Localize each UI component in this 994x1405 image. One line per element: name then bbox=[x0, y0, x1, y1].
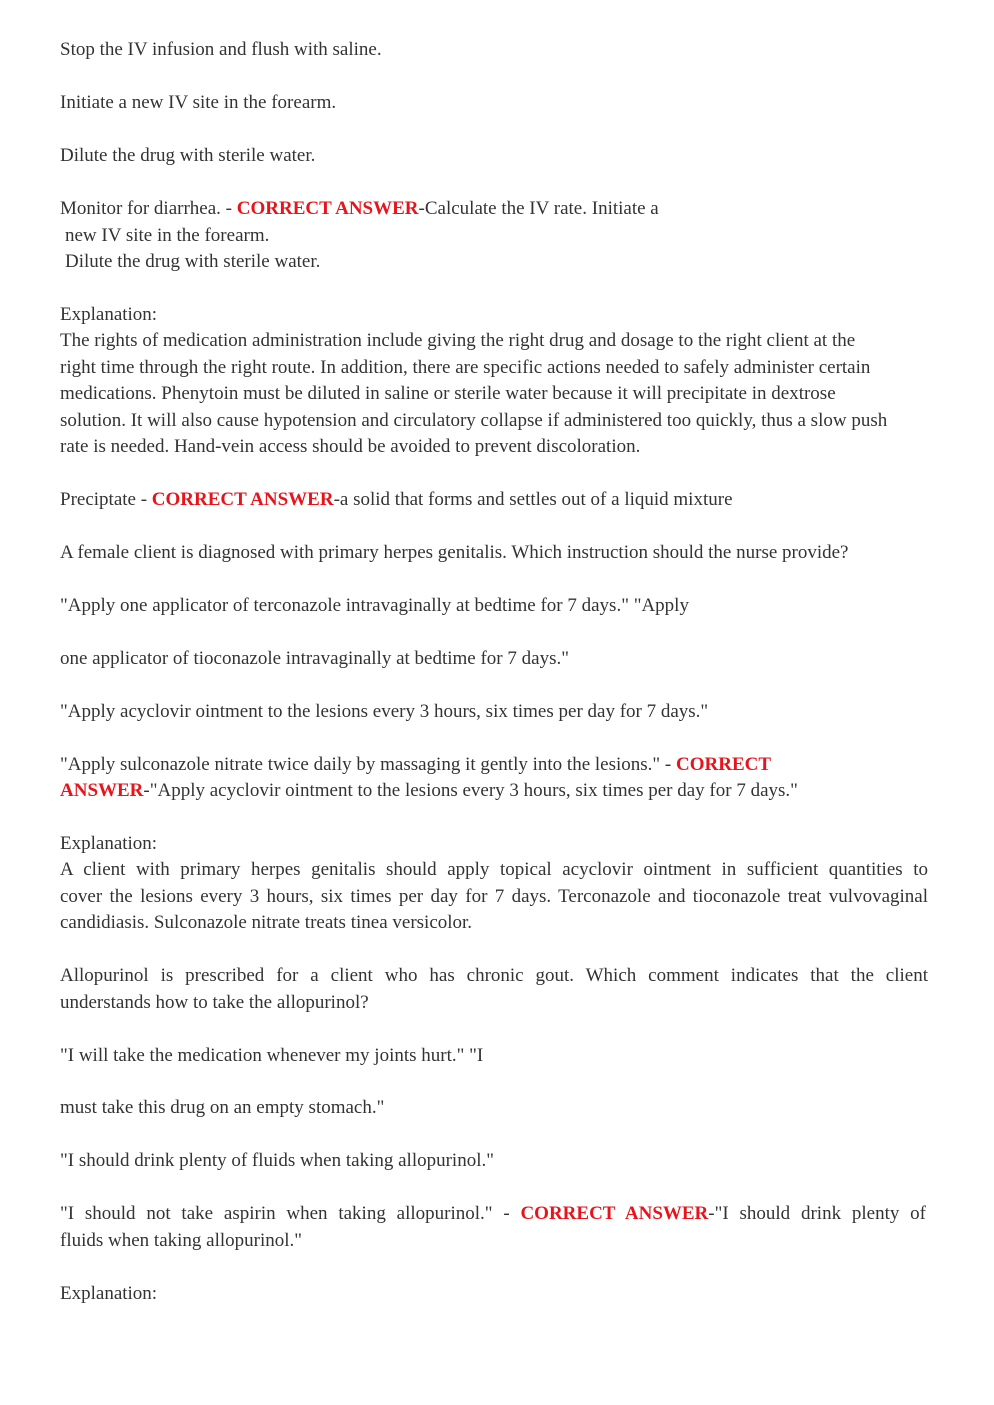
option-joints-hurt: "I will take the medication whenever my joints hurt." "I bbox=[60, 1045, 484, 1066]
option-monitor-diarrhea: Monitor for diarrhea. - CORRECT ANSWER-Calculate the IV rate. Initiate a bbox=[60, 198, 659, 219]
option-stop-iv: Stop the IV infusion and flush with saline. bbox=[60, 39, 382, 60]
answer-continuation: Dilute the drug with sterile water. bbox=[65, 251, 321, 272]
question-allopurinol: Allopurinol is prescribed for a client who has chronic gout. Which comment indicates that the client understands how to take the allopurinol? bbox=[60, 965, 928, 1013]
correct-answer-label-part: CORRECT bbox=[676, 754, 772, 775]
option-no-aspirin: "I should not take aspirin when taking allopurinol." - CORRECT ANSWER-"I should drink plenty of fluids when taking allopurinol." bbox=[60, 1203, 926, 1251]
option-empty-stomach: must take this drug on an empty stomach." bbox=[60, 1097, 385, 1118]
answer-continuation: ANSWER-"Apply acyclovir ointment to the lesions every 3 hours, six times per day for 7 days." bbox=[60, 780, 798, 801]
explanation-text: A client with primary herpes genitalis should apply topical acyclovir ointment in sufficient quantities to cover the lesions every 3 hours, six times per day for 7 days. Terconazole and tioconazole treat vulvovaginal candidiasis. Sulconazole nitrate treats tinea versicolor. bbox=[60, 859, 928, 933]
option-sulconazole: "Apply sulconazole nitrate twice daily by massaging it gently into the lesions." - CORRECT bbox=[60, 754, 772, 775]
question-herpes: A female client is diagnosed with primary herpes genitalis. Which instruction should the nurse provide? bbox=[60, 542, 849, 563]
option-acyclovir: "Apply acyclovir ointment to the lesions every 3 hours, six times per day for 7 days." bbox=[60, 701, 709, 722]
explanation-label: Explanation: bbox=[60, 1283, 158, 1304]
explanation-label: Explanation: bbox=[60, 304, 158, 325]
option-terconazole: "Apply one applicator of terconazole intravaginally at bedtime for 7 days." "Apply bbox=[60, 595, 689, 616]
option-tioconazole: one applicator of tioconazole intravaginally at bedtime for 7 days." bbox=[60, 648, 569, 669]
explanation-label: Explanation: bbox=[60, 833, 158, 854]
option-drink-fluids: "I should drink plenty of fluids when taking allopurinol." bbox=[60, 1150, 494, 1171]
answer-continuation: new IV site in the forearm. bbox=[65, 225, 270, 246]
correct-answer-label: CORRECT ANSWER bbox=[236, 198, 419, 219]
definition-precipitate: Preciptate - CORRECT ANSWER-a solid that forms and settles out of a liquid mixture bbox=[60, 489, 733, 510]
option-new-iv-site: Initiate a new IV site in the forearm. bbox=[60, 92, 337, 113]
option-dilute-drug: Dilute the drug with sterile water. bbox=[60, 145, 316, 166]
correct-answer-label: CORRECT ANSWER bbox=[151, 489, 334, 510]
correct-answer-label: CORRECT ANSWER bbox=[520, 1203, 709, 1224]
explanation-text: The rights of medication administration include giving the right drug and dosage to the right client at the right time through the right route. In addition, there are specific actions needed to safely administer certain medications. Phenytoin must be diluted in saline or sterile water because it will precipitate in dextrose solution. It will also cause hypotension and circulatory collapse if administered too quickly, thus a slow push rate is needed. Hand-vein access should be avoided to prevent discoloration. bbox=[60, 330, 888, 457]
correct-answer-label-part: ANSWER bbox=[60, 780, 144, 801]
